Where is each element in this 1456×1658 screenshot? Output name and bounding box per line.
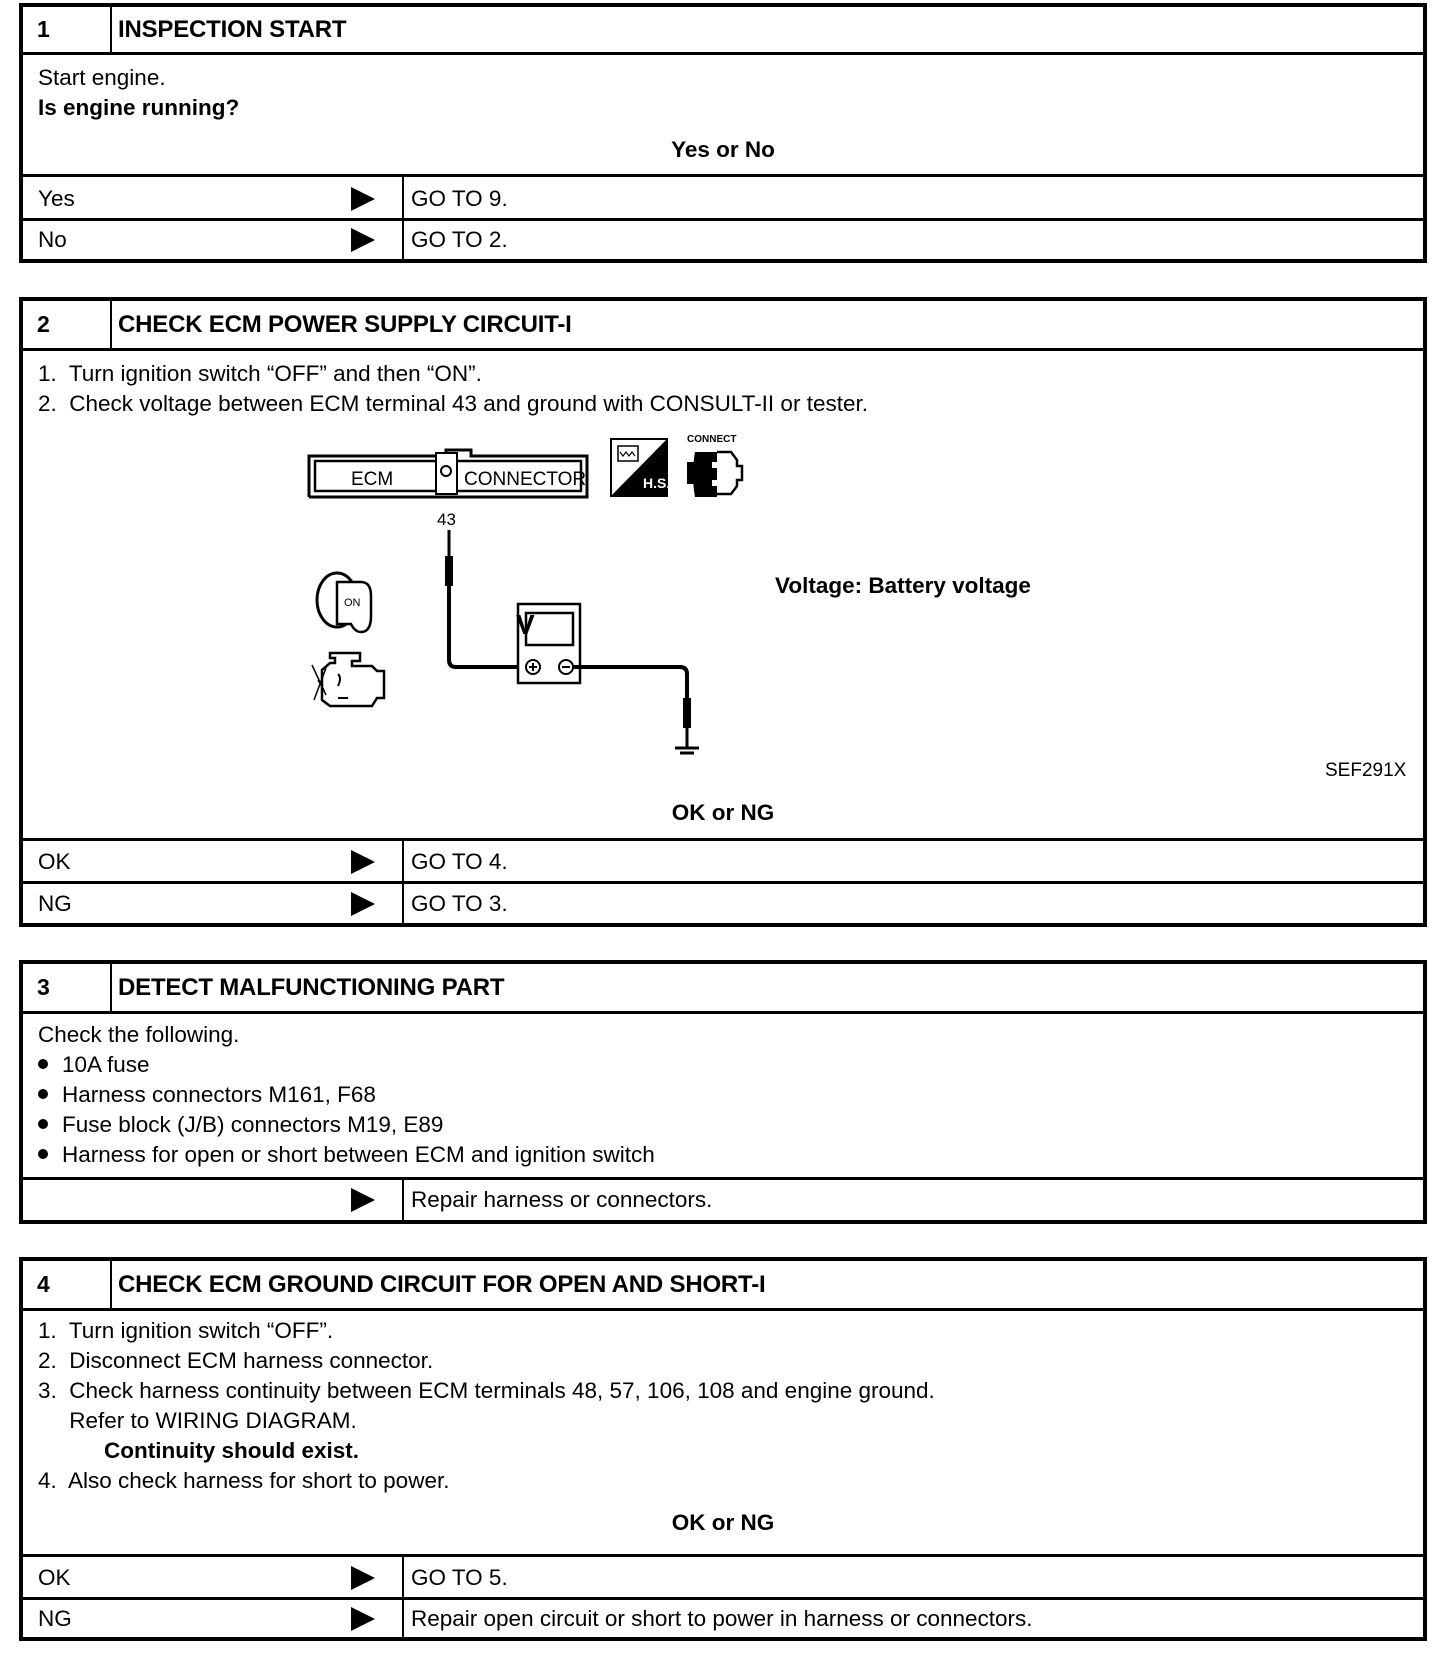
connect-label: CONNECT bbox=[687, 434, 737, 445]
key-on-label: ON bbox=[344, 597, 361, 609]
result-action[interactable]: GO TO 5. bbox=[411, 1565, 508, 1590]
arrow-right-icon bbox=[351, 1188, 375, 1212]
column-divider bbox=[402, 1600, 404, 1637]
result-action[interactable]: GO TO 4. bbox=[411, 849, 508, 874]
bullet-text: Harness for open or short between ECM and ignition switch bbox=[62, 1142, 655, 1167]
column-divider bbox=[402, 177, 404, 220]
voltmeter-label: V bbox=[516, 609, 535, 640]
terminal-number: 43 bbox=[437, 510, 456, 529]
result-label: Yes bbox=[38, 185, 75, 211]
instruction-line: 2. Check voltage between ECM terminal 43 and ground with CONSULT-II or tester. bbox=[38, 391, 868, 416]
step-header bbox=[23, 1261, 1423, 1311]
step-number: 1 bbox=[23, 7, 112, 52]
result-action[interactable]: GO TO 9. bbox=[411, 185, 508, 211]
instruction-line: Refer to WIRING DIAGRAM. bbox=[38, 1408, 357, 1433]
result-action[interactable]: Repair harness or connectors. bbox=[411, 1187, 713, 1212]
instruction-line: 4. Also check harness for short to power. bbox=[38, 1468, 450, 1493]
bullet-icon bbox=[38, 1059, 48, 1069]
arrow-right-icon bbox=[351, 850, 375, 874]
positive-probe-wire bbox=[445, 530, 527, 667]
step-4-block bbox=[19, 1257, 1427, 1641]
step-title: CHECK ECM POWER SUPPLY CIRCUIT-I bbox=[118, 310, 572, 338]
step-header bbox=[23, 964, 1423, 1014]
result-question: Yes or No bbox=[671, 137, 775, 162]
arrow-right-icon bbox=[351, 892, 375, 916]
result-action[interactable]: GO TO 3. bbox=[411, 890, 508, 916]
step-header bbox=[23, 7, 1423, 55]
arrow-right-icon bbox=[351, 1607, 375, 1631]
engine-stopped-icon bbox=[312, 653, 384, 706]
result-row-ng[interactable] bbox=[23, 881, 1423, 923]
negative-probe-wire bbox=[573, 667, 691, 747]
bullet-icon bbox=[38, 1089, 48, 1099]
column-divider bbox=[402, 841, 404, 883]
arrow-right-icon bbox=[351, 1566, 375, 1590]
step-instructions bbox=[23, 55, 1423, 177]
result-row-ok[interactable] bbox=[23, 838, 1423, 883]
step-3-block bbox=[19, 960, 1427, 1224]
bullet-text: Fuse block (J/B) connectors M19, E89 bbox=[62, 1112, 444, 1137]
instruction-line: 2. Disconnect ECM harness connector. bbox=[38, 1348, 434, 1373]
specification-text: Continuity should exist. bbox=[104, 1438, 360, 1463]
connect-icon bbox=[687, 452, 742, 497]
step-number: 2 bbox=[23, 301, 112, 348]
result-label: NG bbox=[38, 890, 72, 916]
column-divider bbox=[402, 221, 404, 259]
result-row-ng[interactable] bbox=[23, 1597, 1423, 1637]
result-action[interactable]: Repair open circuit or short to power in harness or connectors. bbox=[411, 1605, 1033, 1631]
bullet-icon bbox=[38, 1119, 48, 1129]
bullet-item bbox=[38, 1050, 150, 1080]
step-instructions bbox=[23, 1014, 1423, 1179]
column-divider bbox=[402, 1180, 404, 1220]
result-label: OK bbox=[38, 1565, 71, 1590]
step-1-block bbox=[19, 3, 1427, 263]
result-question: OK or NG bbox=[671, 1510, 775, 1535]
voltage-spec: Voltage: Battery voltage bbox=[775, 573, 1031, 598]
bullet-item bbox=[38, 1080, 376, 1110]
result-question: OK or NG bbox=[671, 800, 775, 825]
result-row-ok[interactable] bbox=[23, 1554, 1423, 1599]
bullet-item bbox=[38, 1140, 655, 1170]
bullet-item bbox=[38, 1110, 443, 1140]
result-label: No bbox=[38, 227, 67, 252]
instruction-line: Start engine. bbox=[38, 65, 166, 90]
bullet-text: Harness connectors M161, F68 bbox=[62, 1082, 376, 1107]
instruction-line: Check the following. bbox=[38, 1022, 240, 1047]
result-row-yes[interactable] bbox=[23, 174, 1423, 220]
instruction-line: 1. Turn ignition switch “OFF” and then “ON”. bbox=[38, 361, 482, 386]
result-action[interactable]: GO TO 2. bbox=[411, 227, 508, 252]
result-row-no[interactable] bbox=[23, 218, 1423, 259]
ground-icon bbox=[675, 748, 699, 753]
instruction-line: 3. Check harness continuity between ECM terminals 48, 57, 106, 108 and engine ground. bbox=[38, 1378, 935, 1403]
step-instructions bbox=[23, 1311, 1423, 1557]
connector-label-connector: CONNECTOR bbox=[464, 469, 587, 490]
result-row[interactable] bbox=[23, 1177, 1423, 1220]
figure-id: SEF291X bbox=[1325, 760, 1407, 781]
connector-label-ecm: ECM bbox=[351, 469, 394, 490]
result-label: NG bbox=[38, 1605, 72, 1631]
hs-label: H.S. bbox=[643, 475, 671, 491]
instruction-question: Is engine running? bbox=[38, 95, 240, 120]
instruction-line: 1. Turn ignition switch “OFF”. bbox=[38, 1318, 334, 1343]
voltage-check-diagram bbox=[23, 301, 1423, 841]
arrow-right-icon bbox=[351, 228, 375, 252]
step-title: INSPECTION START bbox=[118, 15, 347, 43]
column-divider bbox=[402, 1557, 404, 1599]
result-label: OK bbox=[38, 849, 71, 874]
bullet-icon bbox=[38, 1149, 48, 1159]
step-number: 4 bbox=[23, 1261, 112, 1308]
column-divider bbox=[402, 884, 404, 923]
step-title: DETECT MALFUNCTIONING PART bbox=[118, 973, 505, 1001]
step-title: CHECK ECM GROUND CIRCUIT FOR OPEN AND SHORT-I bbox=[118, 1270, 766, 1298]
bullet-text: 10A fuse bbox=[62, 1052, 150, 1077]
step-2-block bbox=[19, 297, 1427, 927]
step-number: 3 bbox=[23, 964, 112, 1011]
arrow-right-icon bbox=[351, 187, 375, 211]
